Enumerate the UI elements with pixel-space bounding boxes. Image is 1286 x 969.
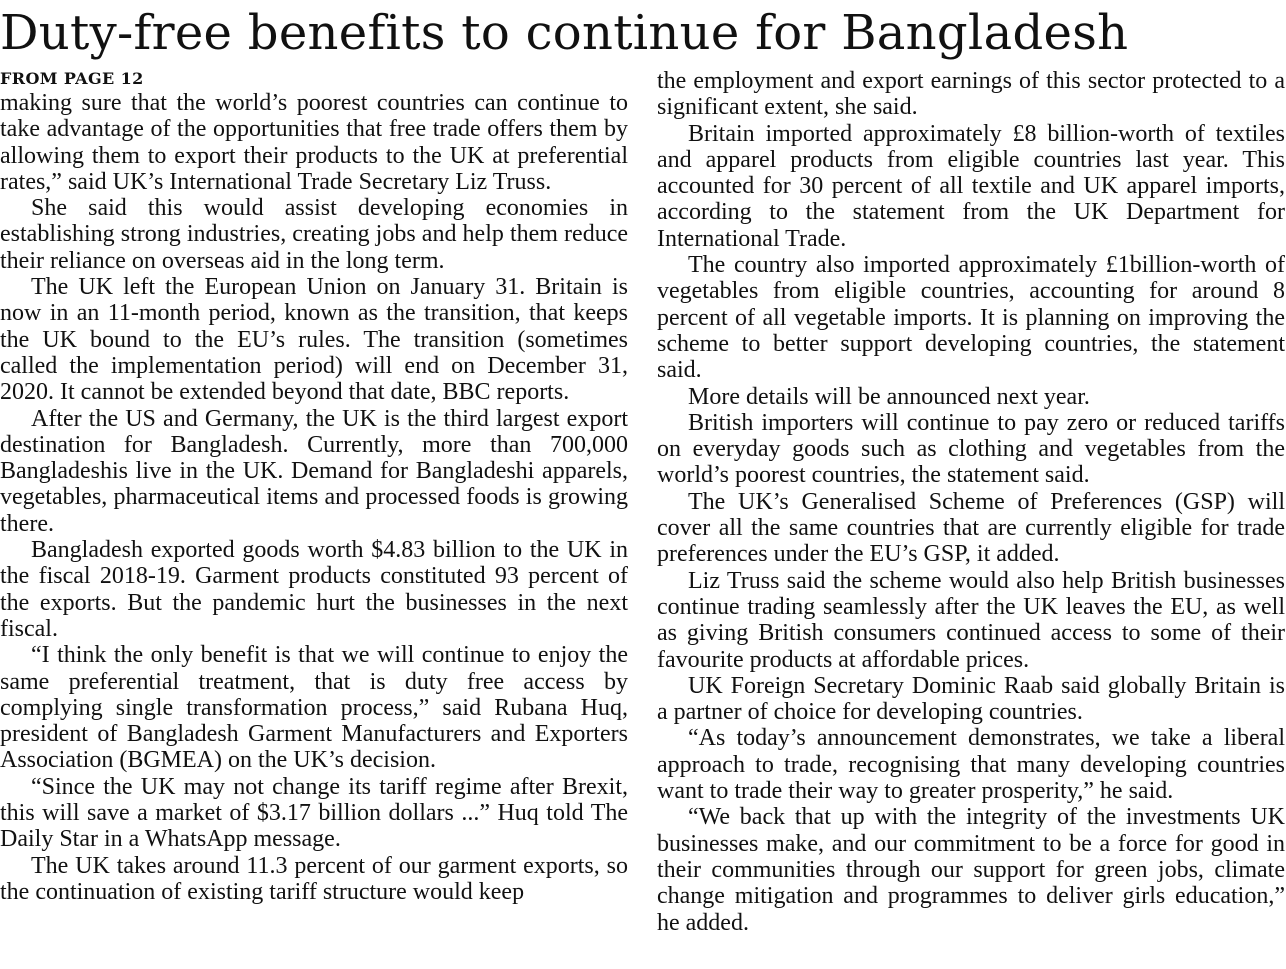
paragraph: UK Foreign Secretary Dominic Raab said globally Britain is a partner of choice for developing countries. [657,672,1285,726]
paragraph: She said this would assist developing economies in establishing strong industries, creating jobs and help them reduce their reliance on overseas aid in the long term. [0,195,628,274]
paragraph: “Since the UK may not change its tariff regime after Brexit, this will save a market of $3.17 billion dollars ...” Huq told The Daily Star in a WhatsApp message. [0,773,628,853]
paragraph: Liz Truss said the scheme would also help British businesses continue trading seamlessly after the UK leaves the EU, as well as giving British consumers continued access to some of their favourite products at affordable prices. [657,567,1285,673]
article-headline: Duty-free benefits to continue for Bangladesh [0,5,1129,61]
paragraph: Bangladesh exported goods worth $4.83 billion to the UK in the fiscal 2018-19. Garment products constituted 93 percent of the exports. But the pandemic hurt the businesses in the next fiscal. [0,537,628,642]
paragraph: Britain imported approximately £8 billion-worth of textiles and apparel products from eligible countries last year. This accounted for 30 percent of all textile and UK apparel imports, according to the statement from the UK Department for International Trade. [657,120,1285,252]
paragraph: British importers will continue to pay zero or reduced tariffs on everyday goods such as clothing and vegetables from the world’s poorest countries, the statement said. [657,409,1285,489]
paragraph: “We back that up with the integrity of the investments UK businesses make, and our commitment to be a force for good in their communities through our support for green jobs, climate change mitigation and programmes to deliver girls education,” he added. [657,804,1285,936]
paragraph: More details will be announced next year. [688,383,1090,410]
paragraph: The UK’s Generalised Scheme of Preferences (GSP) will cover all the same countries that are currently eligible for trade preferences under the EU’s GSP, it added. [657,488,1285,568]
paragraph: “I think the only benefit is that we will continue to enjoy the same preferential treatment, that is duty free access by complying single transformation process,” said Rubana Huq, president of Bangladesh Garment Manufacturers and Exporters Association (BGMEA) on the UK’s decision. [0,642,628,774]
paragraph: The UK takes around 11.3 percent of our garment exports, so the continuation of existing tariff structure would keep [0,852,628,905]
article-column-left [0,68,628,905]
jump-line: FROM PAGE 12 [0,69,144,88]
paragraph: the employment and export earnings of this sector protected to a significant extent, she said. [657,68,1285,121]
paragraph: The UK left the European Union on January 31. Britain is now in an 11-month period, known as the transition, that keeps the UK bound to the EU’s rules. The transition (sometimes called the implementation period) will end on December 31, 2020. It cannot be extended beyond that date, BBC reports. [0,274,628,406]
paragraph: making sure that the world’s poorest countries can continue to take advantage of the opportunities that free trade offers them by allowing them to export their products to the UK at preferential rates,” said UK’s International Trade Secretary Liz Truss. [0,90,628,195]
article-column-right [657,68,1285,936]
paragraph: The country also imported approximately £1billion-worth of vegetables from eligible countries, accounting for around 8 percent of all vegetable imports. It is planning on improving the scheme to better support developing countries, the statement said. [657,252,1285,384]
paragraph: “As today’s announcement demonstrates, we take a liberal approach to trade, recognising that many developing countries want to trade their way to greater prosperity,” he said. [657,725,1285,805]
paragraph: After the US and Germany, the UK is the third largest export destination for Bangladesh. Currently, more than 700,000 Bangladeshis live in the UK. Demand for Bangladeshi apparels, vegetables, pharmaceutical items and processed foods is growing there. [0,405,628,537]
